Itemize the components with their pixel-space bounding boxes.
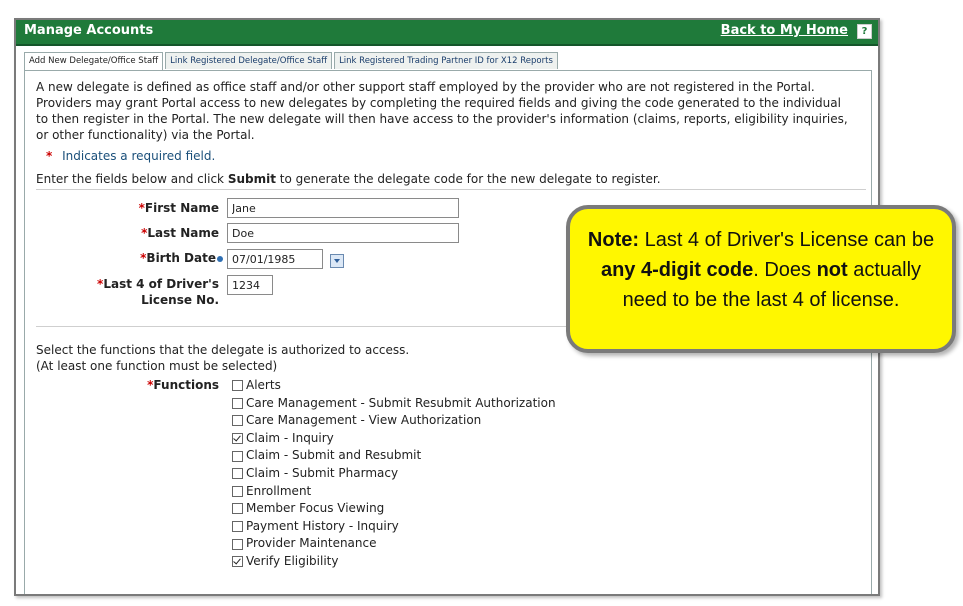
license-label bbox=[60, 276, 219, 308]
required-marker: * bbox=[140, 251, 147, 265]
function-verify-eligibility[interactable] bbox=[232, 553, 556, 571]
note-text-3: actually need to be the last 4 of license. bbox=[622, 259, 922, 311]
functions-instructions bbox=[36, 342, 409, 374]
divider-top bbox=[36, 189, 866, 190]
function-label: Enrollment bbox=[246, 483, 312, 498]
claim-submit-checkbox[interactable] bbox=[232, 451, 243, 462]
note-bold-2: not bbox=[816, 259, 848, 281]
required-marker: * bbox=[138, 201, 145, 215]
required-marker: * bbox=[147, 378, 154, 392]
first-name-label-text: First Name bbox=[144, 201, 219, 215]
last-name-label-text: Last Name bbox=[147, 226, 219, 240]
function-label: Payment History - Inquiry bbox=[246, 518, 399, 533]
function-enrollment[interactable] bbox=[232, 483, 556, 501]
care-mgmt-submit-checkbox[interactable] bbox=[232, 398, 243, 409]
function-label: Provider Maintenance bbox=[246, 536, 377, 551]
enrollment-checkbox[interactable] bbox=[232, 486, 243, 497]
help-icon[interactable]: ? bbox=[857, 24, 872, 39]
note-text-1: Last 4 of Driver's License can be bbox=[639, 229, 935, 251]
functions-instructions-line1: Select the functions that the delegate is authorized to access. bbox=[36, 343, 410, 357]
calendar-dropdown-icon[interactable] bbox=[330, 254, 344, 268]
birth-date-label-text: Birth Date bbox=[146, 251, 216, 265]
function-label: Member Focus Viewing bbox=[246, 501, 385, 516]
first-name-field[interactable] bbox=[227, 198, 459, 218]
intro-text: A new delegate is defined as office staff and/or other support staff employed by the provider who are not registered in the Portal. Providers may grant Portal access to new delegates by completing the required fields and giving the code generated to the individual to then register in the Portal. The new delegate will then have access to the provider's information (claims, reports, eligibility inquiries, or other functionality) via the Portal. bbox=[36, 80, 848, 142]
page-title: Manage Accounts bbox=[24, 23, 154, 38]
note-label: Note: bbox=[587, 229, 640, 251]
function-label: Care Management - View Authorization bbox=[246, 413, 482, 428]
license-label-line1-text: Last 4 of Driver's bbox=[103, 277, 219, 291]
required-marker: * bbox=[97, 277, 104, 291]
claim-inquiry-checkbox[interactable] bbox=[232, 433, 243, 444]
instructions-suffix: to generate the delegate code for the new delegate to register. bbox=[275, 172, 661, 186]
birth-date-label bbox=[100, 251, 223, 265]
provider-maintenance-checkbox[interactable] bbox=[232, 539, 243, 550]
function-care-mgmt-view[interactable] bbox=[232, 412, 556, 430]
functions-instructions-line2: (At least one function must be selected) bbox=[36, 359, 278, 373]
birth-date-field[interactable] bbox=[227, 249, 323, 269]
function-label: Claim - Submit Pharmacy bbox=[246, 465, 399, 480]
function-claim-submit[interactable] bbox=[232, 447, 556, 465]
last-name-field[interactable] bbox=[227, 223, 459, 243]
functions-label-text: Functions bbox=[153, 378, 219, 392]
member-focus-checkbox[interactable] bbox=[232, 503, 243, 514]
function-provider-maintenance[interactable] bbox=[232, 535, 556, 553]
function-label: Claim - Inquiry bbox=[246, 430, 334, 445]
tab-link-trading-partner[interactable]: Link Registered Trading Partner ID for X12 Reports bbox=[334, 52, 558, 69]
claim-pharmacy-checkbox[interactable] bbox=[232, 468, 243, 479]
last-name-label bbox=[100, 226, 219, 240]
note-text-2: . Does bbox=[753, 259, 817, 281]
instructions-prefix: Enter the fields below and click bbox=[36, 172, 228, 186]
info-icon[interactable] bbox=[217, 256, 223, 262]
function-label: Verify Eligibility bbox=[246, 553, 339, 568]
tab-bar bbox=[24, 52, 558, 70]
function-claim-inquiry[interactable] bbox=[232, 430, 556, 448]
license-label-line2: License No. bbox=[141, 293, 219, 307]
verify-eligibility-checkbox[interactable] bbox=[232, 556, 243, 567]
required-note-text: Indicates a required field. bbox=[62, 149, 216, 163]
instructions-submit-word: Submit bbox=[227, 172, 276, 186]
function-label: Alerts bbox=[246, 378, 281, 392]
required-marker: * bbox=[141, 226, 148, 240]
license-field[interactable] bbox=[227, 275, 273, 295]
first-name-label bbox=[100, 201, 219, 215]
form-instructions bbox=[36, 172, 661, 186]
tab-add-new-delegate[interactable]: Add New Delegate/Office Staff bbox=[24, 52, 163, 70]
function-label: Claim - Submit and Resubmit bbox=[246, 448, 422, 463]
required-marker: * bbox=[46, 149, 53, 163]
function-label: Care Management - Submit Resubmit Authorization bbox=[246, 395, 556, 410]
function-care-mgmt-submit[interactable] bbox=[232, 395, 556, 413]
function-claim-pharmacy[interactable] bbox=[232, 465, 556, 483]
function-alerts[interactable] bbox=[232, 377, 556, 395]
function-payment-history[interactable] bbox=[232, 518, 556, 536]
tab-link-registered-delegate[interactable]: Link Registered Delegate/Office Staff bbox=[165, 52, 332, 69]
functions-label bbox=[100, 378, 219, 392]
payment-history-checkbox[interactable] bbox=[232, 521, 243, 532]
functions-list bbox=[232, 377, 556, 571]
function-member-focus[interactable] bbox=[232, 500, 556, 518]
note-bold-1: any 4-digit code bbox=[600, 259, 754, 281]
care-mgmt-view-checkbox[interactable] bbox=[232, 415, 243, 426]
license-label-line1 bbox=[60, 276, 219, 292]
note-callout bbox=[566, 205, 956, 353]
required-field-note bbox=[46, 149, 215, 163]
back-to-home-link[interactable]: Back to My Home bbox=[720, 23, 848, 38]
title-bar bbox=[16, 20, 878, 46]
alerts-checkbox[interactable] bbox=[232, 380, 243, 391]
